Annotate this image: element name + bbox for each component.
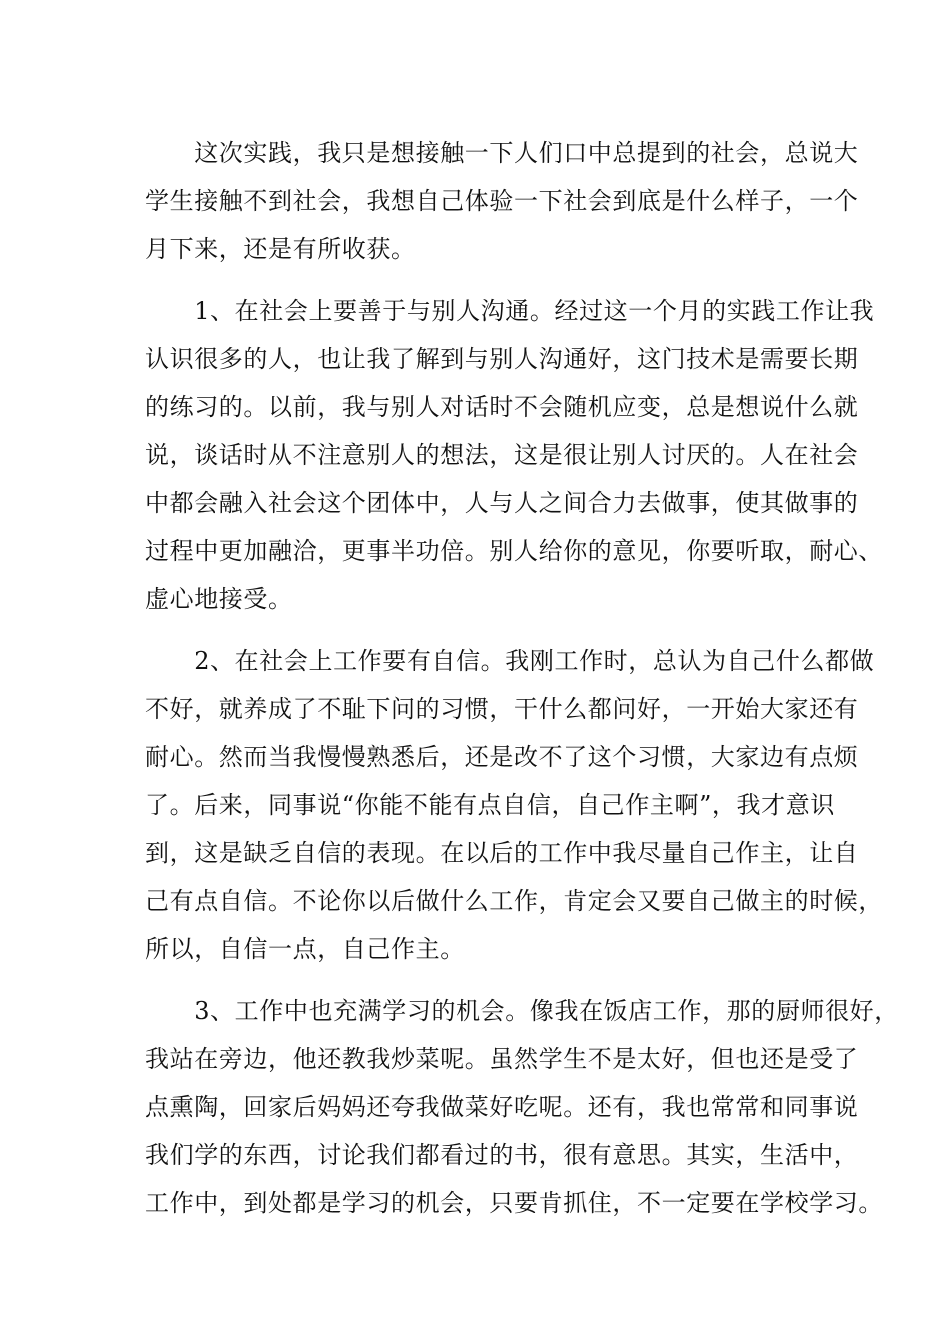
text-line: 耐心。然而当我慢慢熟悉后，还是改不了这个习惯，大家边有点烦 [145,743,859,771]
text-line: 己有点自信。不论你以后做什么工作，肯定会又要自己做主的时候， [145,887,883,915]
text-line: 过程中更加融洽，更事半功倍。别人给你的意见，你要听取，耐心、 [145,537,883,565]
text-line: 到，这是缺乏自信的表现。在以后的工作中我尽量自己作主，让自 [145,839,859,867]
text-line: 2、在社会上工作要有自信。我刚工作时，总认为自己什么都做 [145,647,875,675]
text-line: 1、在社会上要善于与别人沟通。经过这一个月的实践工作让我 [145,297,875,325]
paragraph-point-1 [145,287,883,623]
text-line: 3、工作中也充满学习的机会。像我在饭店工作，那的厨师很好， [145,997,899,1025]
text-line: 说，谈话时从不注意别人的想法，这是很让别人讨厌的。人在社会 [145,441,859,469]
text-line: 点熏陶，回家后妈妈还夸我做菜好吃呢。还有，我也常常和同事说 [145,1093,859,1121]
paragraph-intro [145,129,859,273]
paragraph-point-2 [145,637,883,973]
paragraph-point-3 [145,987,899,1227]
document-body [145,129,899,1227]
text-line: 中都会融入社会这个团体中，人与人之间合力去做事，使其做事的 [145,489,859,517]
text-line: 认识很多的人，也让我了解到与别人沟通好，这门技术是需要长期 [145,345,859,373]
text-line: 不好，就养成了不耻下问的习惯，干什么都问好，一开始大家还有 [145,695,859,723]
text-line: 月下来，还是有所收获。 [145,235,416,263]
text-line: 这次实践，我只是想接触一下人们口中总提到的社会，总说大 [145,139,859,167]
text-line: 了。后来，同事说“你能不能有点自信，自己作主啊”，我才意识 [145,791,835,819]
text-line: 我们学的东西，讨论我们都看过的书，很有意思。其实，生活中， [145,1141,859,1169]
text-line: 的练习的。以前，我与别人对话时不会随机应变，总是想说什么就 [145,393,859,421]
text-line: 工作中，到处都是学习的机会，只要肯抓住，不一定要在学校学习。 [145,1189,883,1217]
text-line: 虚心地接受。 [145,585,293,613]
text-line: 我站在旁边，他还教我炒菜呢。虽然学生不是太好，但也还是受了 [145,1045,859,1073]
text-line: 学生接触不到社会，我想自己体验一下社会到底是什么样子，一个 [145,187,859,215]
text-line: 所以，自信一点，自己作主。 [145,935,465,963]
